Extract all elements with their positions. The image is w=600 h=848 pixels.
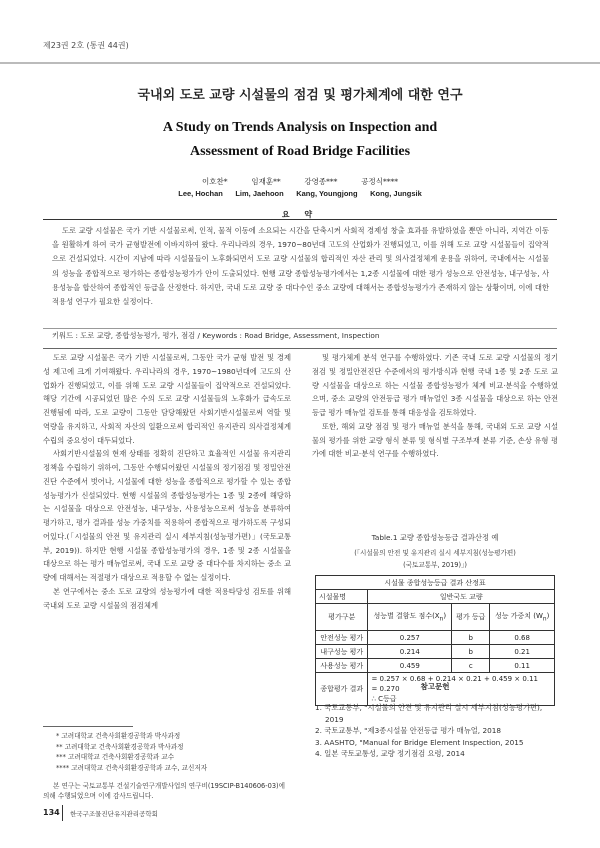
reference-item: 4. 일본 국토교통성, 교량 정기점검 요령, 2014 bbox=[315, 749, 465, 758]
table-cell: 시설물명 bbox=[316, 590, 368, 604]
score-header-sub: n bbox=[439, 616, 444, 623]
table-cell: 0.257 bbox=[368, 631, 452, 645]
table-row bbox=[316, 604, 555, 631]
footnote: **** 고려대학교 건축사회환경공학과 교수, 교신저자 bbox=[56, 764, 208, 772]
table-caption: Table.1 교량 종합성능등급 결과산정 예 bbox=[371, 533, 499, 542]
footnote-rule bbox=[43, 726, 133, 727]
score-header: 성능별 결함도 점수(X bbox=[373, 612, 440, 621]
reference-item: 1. 국토교통부, "시설물의 안전 및 유지관리 실시 세부지침(성능평가편), 2019 bbox=[315, 703, 543, 724]
footer-divider bbox=[62, 805, 63, 821]
header-rule bbox=[0, 62, 600, 64]
abstract-body: 도로 교량 시설물은 국가 기반 시설물로써, 인적, 물적 이동에 소요되는 시간을 단축시켜 사회적 경제성 창출 효과를 유발하였을 뿐만 아니라, 지역간 이동을 원활하게 하여 국가 균형발전에 이바지하여 왔다. 우리나라의 경우, 1970~80년대 고도의 산업화가 진행되었고, 이를 위해 도로 교량 시설물들이 집약적으로 건설되었다. 시간이 지남에 따라 시설물들이 노후화되면서 도로 교량 시설물의 합리적인 자산 관리 및 의사결정체계 운용을 위하여, 국내에서는 시설물의 성능을 종합적으로 평가하는 종합성능평가가 안이 도출되었다. 현행 교량 종합성능평가에서는 1,2종 시설물에 대한 평가 성능으로 안전성능, 내구성능, 사용성능을 합산하여 종합적인 등급을 산정한다. 하지만, 국내 도로 교량 중 대다수인 중소 교량에 대해서는 종합성능평가가 존재하지 않는 상황이며, 이에 대한 적용성 연구가 필요한 실정이다. bbox=[52, 226, 549, 307]
right-column bbox=[312, 351, 558, 461]
table-cell: 0.459 bbox=[368, 659, 452, 673]
volume-header: 제23권 2호 (통권 44권) bbox=[43, 41, 129, 50]
table-cell: b bbox=[452, 631, 490, 645]
reference-item: 3. AASHTO, "Manual for Bridge Element Inspection, 2015 bbox=[315, 737, 524, 747]
table-cell: 0.68 bbox=[490, 631, 555, 645]
footnote: * 고려대학교 건축사회환경공학과 박사과정 bbox=[56, 732, 181, 740]
table-cell: 0.214 bbox=[368, 645, 452, 659]
table-cell: 내구성능 평가 bbox=[316, 645, 368, 659]
english-title-line2: Assessment of Road Bridge Facilities bbox=[189, 144, 411, 159]
table-subcaption: (「시설물의 안전 및 유지관리 실시 세부지침(성능평가편) bbox=[354, 549, 516, 557]
table-cell: b bbox=[452, 645, 490, 659]
keywords: 키워드 : 도로 교량, 종합성능평가, 평가, 점검 / Keywords : Road Bridge, Assessment, Inspection bbox=[52, 331, 380, 340]
footnote: ** 고려대학교 건축사회환경공학과 박사과정 bbox=[56, 743, 184, 751]
total-formula: = 0.257 × 0.68 + 0.214 × 0.21 + 0.459 × 0.11 bbox=[371, 675, 538, 683]
left-column bbox=[43, 351, 291, 612]
paragraph: 본 연구에서는 중소 도로 교량의 성능평가에 대한 적용타당성 검토를 위해 국내외 도로 교량 시설물의 점검체계 bbox=[43, 586, 291, 610]
english-title-line1: A Study on Trends Analysis on Inspection and bbox=[162, 120, 438, 135]
keyword-rule bbox=[43, 328, 557, 329]
table-cell: 안전성능 평가 bbox=[316, 631, 368, 645]
table-cell: 성능별 결함도 점수$(X_n)$ bbox=[368, 604, 452, 631]
table-cell: 종합평가 결과 bbox=[316, 673, 368, 706]
table-row bbox=[316, 590, 555, 604]
table-row bbox=[316, 645, 555, 659]
weight-header-sub: n bbox=[542, 616, 547, 623]
table-cell: 사용성능 평가 bbox=[316, 659, 368, 673]
references-list bbox=[315, 702, 557, 760]
total-result: = 0.270 bbox=[371, 685, 400, 693]
abstract-heading: 요 약 bbox=[281, 209, 319, 219]
footnote: *** 고려대학교 건축사회환경공학과 교수 bbox=[56, 753, 175, 761]
table-row bbox=[316, 576, 555, 590]
paragraph: 또한, 해외 교량 점검 및 평가 매뉴얼 분석을 통해, 국내외 도로 교량 시설물의 평가를 위한 교량 형식 분류 및 형식별 구조부재 분류 기준, 손상 유형 평가에 대한 비교·분석 연구를 수행하였다. bbox=[312, 421, 558, 459]
table-row bbox=[316, 659, 555, 673]
table-cell: 0.11 bbox=[490, 659, 555, 673]
authors-english: Lee, Hochan Lim, Jaehoon Kang, Youngjong Kong, Jungsik bbox=[178, 189, 422, 198]
paragraph: 도로 교량 시설물은 국가 기반 시설물로써, 그동안 국가 균형 발전 및 경제성 제고에 크게 기여해왔다. 우리나라의 경우, 1970~1980년대에 고도의 산업화가 진행되었고, 이를 위해 도로 교량 시설물들이 집약적으로 건설되었다. 해당 기간에 시공되었던 많은 수의 도로 교량 시설물들의 노후화가 급속도로 진행됨에 따라, 도로 교량이 그동안 담당해왔던 사회기반시설물로써 역할 및 역량을 유지하고, 사회적 자산의 일환으로써 합리적인 유지관리 의사결정체계 수립의 중요성이 대두되었다. bbox=[43, 353, 291, 445]
table-header: 시설물 종합성능등급 결과 산정표 bbox=[316, 576, 555, 590]
table-cell: 성능 가중치 $(W_n)$ bbox=[490, 604, 555, 631]
authors-korean: 이호찬* 임재훈** 강영종*** 공정식**** bbox=[202, 177, 398, 186]
table-cell: 0.21 bbox=[490, 645, 555, 659]
korean-title: 국내외 도로 교량 시설물의 점검 및 평가체계에 대한 연구 bbox=[137, 88, 463, 103]
paragraph: 사회기반시설물의 현재 상태를 정확히 진단하고 효율적인 시설물 유지관리 정책을 수립하기 위하여, 그동안 수행되어왔던 시설물의 정기점검 및 정밀안전진단 수준에서 벗어나, 시설물에 대한 성능을 종합적으로 평가할 수 있는 종합성능평가가 신설되었다. 현행 시설물의 종합성능평가는 1종 및 2종에 해당하는 시설물을 대상으로 안전성능, 내구성능, 사용성능으로써 성능을 분류하여 평가하고, 평가 결과를 성능 가중치를 적용하여 종합적으로 평가하도록 구성되어있다.(「시설물의 안전 및 유지관리 실시 세부지침(성능평가편)」(국토교통부, 2019)). 하지만 현행 시설물 종합성능평가의 경우, 1종 및 2종 시설물을 대상으로 하는 평가 매뉴얼로써, 국내 도로 교량 중 대다수를 차지하는 중소 교량에 대해서는 적절평가 대상으로 적용할 수 없는 실정이다. bbox=[43, 449, 291, 582]
paragraph: 및 평가체계 분석 연구를 수행하였다. 기존 국내 도로 교량 시설물의 정기점검 및 정밀안전진단 수준에서의 평가방식과 현행 국내 1종 및 2종 도로 교량 시설물을 대상으로 하는 시설물 종합성능평가 체계 비교·분석을 수행하였으며, 중소 교량의 안전등급 평가 매뉴얼인 3종 시설물을 대상으로 하는 안전등급 평가 매뉴얼 검토를 통해 대응성을 검토하였다. bbox=[312, 353, 558, 417]
page-number: 134 bbox=[43, 808, 60, 817]
weight-header: 성능 가중치 (W bbox=[495, 612, 543, 621]
table-cell: 평가 등급 bbox=[452, 604, 490, 631]
table-subcaption: (국토교통부, 2019)」) bbox=[403, 561, 467, 569]
reference-item: 2. 국토교통부, "제3종시설물 안전등급 평가 매뉴얼, 2018 bbox=[315, 726, 502, 735]
references-heading: 참고문헌 bbox=[420, 682, 450, 691]
table-cell: 일반국도 교량 bbox=[368, 590, 555, 604]
table-row bbox=[316, 631, 555, 645]
acknowledgement: 본 연구는 국토교통부 건설기술연구개발사업의 연구비(19SCIP-B140606-03)에 의해 수행되었으며 이에 감사드립니다. bbox=[43, 782, 285, 800]
table-cell: c bbox=[452, 659, 490, 673]
total-grade: ∴ C등급 bbox=[371, 695, 397, 703]
journal-name: 한국구조물진단유지관리공학회 bbox=[70, 810, 158, 818]
table-cell: 평가구분 bbox=[316, 604, 368, 631]
